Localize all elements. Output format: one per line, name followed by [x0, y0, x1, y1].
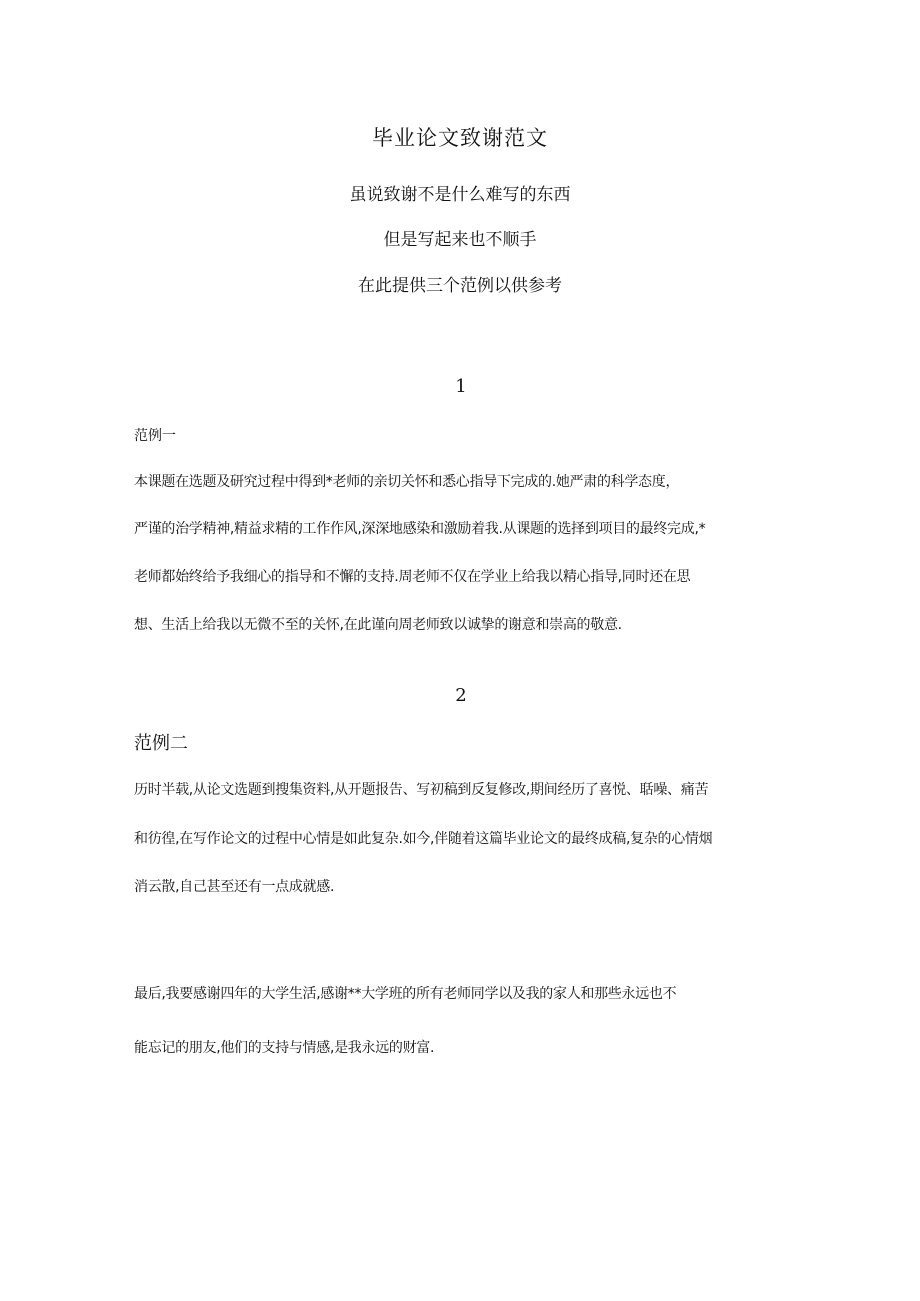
paragraph-line: 老师都始终给予我细心的指导和不懈的支持.周老师不仅在学业上给我以精心指导,同时还在思	[134, 569, 691, 585]
paragraph-line: 本课题在选题及研究过程中得到*老师的亲切关怀和悉心指导下完成的.她严肃的科学态度，	[134, 474, 680, 490]
section-label-2: 范例二	[134, 733, 188, 754]
closing-line-2: 能忘记的朋友,他们的支持与情感,是我永远的财富.	[134, 1040, 435, 1056]
paragraph-line: 严谨的治学精神,精益求精的工作作风,深深地感染和激励着我.从课题的选择到项目的最终完成,*	[134, 521, 706, 537]
paragraph-line: 消云散,自己甚至还有一点成就感.	[134, 879, 335, 895]
intro-line-3: 在此提供三个范例以供参考	[358, 276, 562, 296]
intro-line-2: 但是写起来也不顺手	[383, 230, 537, 250]
intro-line-1: 虽说致谢不是什么难写的东西	[349, 185, 571, 205]
paragraph-line: 历时半载,从论文选题到搜集资料,从开题报告、写初稿到反复修改,期间经历了喜悦、聒噪、痛苦	[134, 782, 709, 798]
document-title: 毕业论文致谢范文	[372, 126, 548, 150]
paragraph-line: 和彷徨,在写作论文的过程中心情是如此复杂.如今,伴随着这篇毕业论文的最终成稿,复杂的心情烟	[134, 831, 713, 847]
section-number-1: 1	[455, 376, 467, 397]
section-label-1: 范例一	[134, 428, 176, 444]
section-number-2: 2	[455, 685, 467, 706]
closing-line-1: 最后,我要感谢四年的大学生活,感谢**大学班的所有老师同学以及我的家人和那些永远也不	[134, 986, 677, 1002]
paragraph-line: 想、生活上给我以无微不至的关怀,在此谨向周老师致以诚挚的谢意和崇高的敬意.	[134, 617, 622, 633]
